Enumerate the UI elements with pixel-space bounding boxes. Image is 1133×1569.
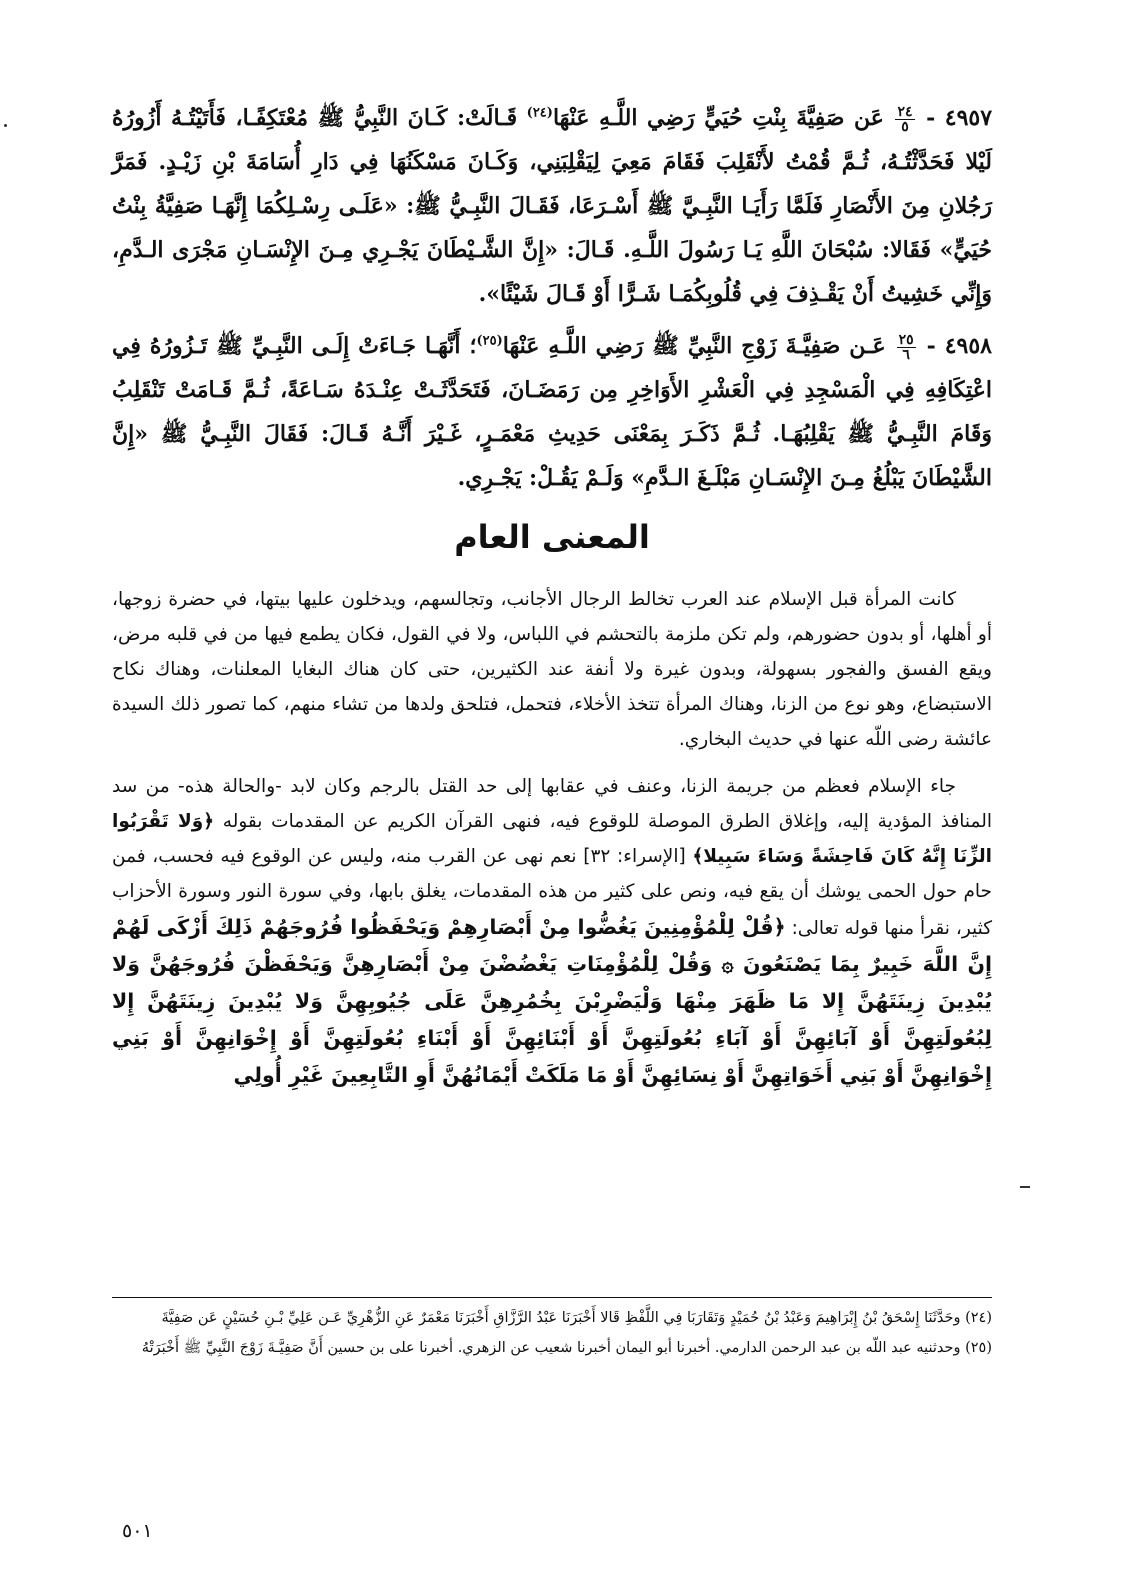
scan-mark xyxy=(4,124,7,127)
hadith-text-b: قَـالَتْ: كَـانَ النَّبِيُّ ﷺ مُعْتَكِفًـا، فَأَتَيْتُـهُ أَزُورُهُ لَيْلا فَحَدَّثْتُـهُ، ثُـمَّ قُمْتُ لأَنْقَلِبَ فَقَامَ مَعِيَ لِيَقْلِبَنِي، وَكَـانَ مَسْكَنُهَا فِي دَارِ أُسَامَةَ بْنِ زَيْـدٍ. فَمَرَّ رَجُلانِ مِنَ الأَنْصَارِ فَلَمَّا رَأَيَـا النَّبِـيَّ ﷺ أَسْـرَعَا، فَقَـالَ النَّبِـيُّ ﷺ: «عَلَـى رِسْـلِكُمَا إِنَّهَـا صَفِيَّةُ بِنْتُ حُيَيٍّ» فَقَالا: سُبْحَانَ اللَّهِ يَـا رَسُولَ اللَّـهِ. قَـالَ: «إِنَّ الشَّـيْطَانَ يَجْـرِي مِـنَ الإِنْسَـانِ مَجْرَى الـدَّمِ، وَإِنِّي خَشِيتُ أَنْ يَقْـذِفَ فِي قُلُوبِكُمَـا شَـرًّا أَوْ قَـالَ شَيْئًا». xyxy=(112,105,992,307)
hadith-text-a: عَـن صَفِيَّـةَ زَوْجِ النَّبِيِّ ﷺ رَضِي اللَّـهِ عَنْهَا xyxy=(502,333,886,359)
paragraph-2-text-b: [الإسراء: ٣٢] نعم نهى عن القرب منه، وليس عن الوقوع فيه فحسب، فمن حام حول الحمى يوشك أن يقع فيه، ونص على كثير من هذه المقدمات، يغلق بابها، وفي سورة النور وسورة الأحزاب كثير، نقرأ منها قوله تعالى: xyxy=(112,846,992,939)
footnote-24: (٢٤) وحَدَّثَنَا إِسْحَقُ بْنُ إِبْرَاهِيمَ وَعَبْدُ بْنُ حُمَيْدٍ وَتَقَارَبَا فِي اللَّفْظِ قَالا أَخْبَرَنَا عَبْدُ الرَّزَّاقِ أَخْبَرَنَا مَعْمَرٌ عَنِ الزُّهْرِيِّ عَـن عَلِيِّ بْـنِ حُسَيْنٍ عَن صَفِيَّةَ xyxy=(161,1310,992,1326)
quran-verse-nur: ﴿قُلْ لِلْمُؤْمِنِينَ يَغُضُّوا مِنْ أَبْصَارِهِمْ وَيَحْفَظُوا فُرُوجَهُمْ ذَلِكَ أَزْكَى لَهُمْ إِنَّ اللَّهَ خَبِيرٌ بِمَا يَصْنَعُونَ ۞ وَقُلْ لِلْمُؤْمِنَاتِ يَغْضُضْنَ مِنْ أَبْصَارِهِنَّ وَيَحْفَظْنَ فُرُوجَهُنَّ وَلا يُبْدِينَ زِينَتَهُنَّ إِلا مَا ظَهَرَ مِنْهَا وَلْيَضْرِبْنَ بِخُمُرِهِنَّ عَلَى جُيُوبِهِنَّ وَلا يُبْدِينَ زِينَتَهُنَّ إِلا لِبُعُولَتِهِنَّ أَوْ آبَائِهِنَّ أَوْ آبَاءِ بُعُولَتِهِنَّ أَوْ أَبْنَائِهِنَّ أَوْ أَبْنَاءِ بُعُولَتِهِنَّ أَوْ إِخْوَانِهِنَّ أَوْ بَنِي إِخْوَانِهِنَّ أَوْ بَنِي أَخَوَاتِهِنَّ أَوْ نِسَائِهِنَّ أَوْ مَا مَلَكَتْ أَيْمَانُهُنَّ أَوِ التَّابِعِينَ غَيْرِ أُولِي xyxy=(112,915,992,1087)
paragraph-2 xyxy=(112,769,992,1094)
hadith-text-a: عَن صَفِيَّةَ بِنْتِ حُيَيٍّ رَضِي اللَّـهِ عَنْهَا xyxy=(552,105,884,131)
hadith-text-b: ؛ أَنَّهَـا جَـاءَتْ إِلَـى النَّبِـيِّ ﷺ تَـزُورُهُ فِي اعْتِكَافِهِ فِي الْمَسْجِدِ فِي الْعَشْرِ الأَوَاخِرِ مِن رَمَضَـانَ، فَتَحَدَّثَـتْ عِنْـدَهُ سَـاعَةً، ثُـمَّ قَـامَتْ تَنْقَلِبُ وَقَامَ النَّبِـيُّ ﷺ يَقْلِبُهَـا. ثُـمَّ ذَكَـرَ بِمَعْنَى حَدِيثِ مَعْمَـرٍ، غَـيْرَ أَنَّـهُ قَـالَ: فَقَالَ النَّبِـيُّ ﷺ «إِنَّ الشَّيْطَانَ يَبْلُغُ مِـنَ الإِنْسَـانِ مَبْلَـغَ الـدَّمِ» وَلَـمْ يَقُـلْ: يَجْـرِي. xyxy=(112,333,992,491)
footnote-ref-24[interactable]: (٢٤) xyxy=(526,105,553,121)
hadith-fraction: $\frac{٢٤}{٥}$ xyxy=(897,103,913,135)
footnote-ref-25[interactable]: (٢٥) xyxy=(476,333,503,349)
footnote-25: (٢٥) وحدثنيه عبد اللّه بن عبد الرحمن الدارمي. أخبرنا أبو اليمان أخبرنا شعيب عن الزهري. أخبرنا على بن حسين أَنَّ صَفِيَّـةَ زَوْجَ النَّبِيِّ ﷺ أَخْبَرَتْهُ xyxy=(141,1340,992,1356)
quran-verse-isra: ﴿وَلا تَقْرَبُوا الزِّنَا إِنَّهُ كَانَ فَاحِشَةً وَسَاءَ سَبِيلا﴾ xyxy=(112,811,992,867)
paragraph-1: كانت المرأة قبل الإسلام عند العرب تخالط الرجال الأجانب، وتجالسهم، ويدخلون عليها بيتها، في حضرة زوجها، أو أهلها، أو بدون حضورهم، ولم تكن ملزمة بالتحشم في اللباس، ولا في القول، فكان يطمع فيها من في قلبه مرض، ويقع الفسق والفجور بسهولة، وبدون غيرة ولا أنفة عند الكثيرين، حتى كان هناك البغايا المعلنات، وهناك نكاح الاستبضاع، وهو نوع من الزنا، وهناك المرأة تتخذ الأخلاء، فتحمل، فتلحق ولدها من تشاء منهم، كما تصور ذلك السيدة عائشة رضى اللّه عنها في حديث البخاري. xyxy=(112,589,992,750)
footnotes xyxy=(112,1297,992,1366)
hadith-4957: ٤٩٥٧ - $\frac{٢٤}{٥}$ عَن صَفِيَّةَ بِنْتِ حُيَيٍّ رَضِي اللَّـهِ عَنْهَا$^{(٢٤)}$ قَـالَتْ: كَـانَ النَّبِيُّ ﷺ مُعْتَكِفًـا، فَأَتَيْتُـهُ أَزُورُهُ لَيْلا فَحَدَّثْتُـهُ، ثُـمَّ قُمْتُ لأَنْقَلِبَ فَقَامَ مَعِيَ لِيَقْلِبَنِي، وَكَـانَ مَسْكَنُهَا فِي دَارِ أُسَامَةَ بْنِ زَيْـدٍ. فَمَرَّ رَجُلانِ مِنَ الأَنْصَارِ فَلَمَّا رَأَيَـا النَّبِـيَّ ﷺ أَسْـرَعَا، فَقَـالَ النَّبِـيُّ ﷺ: «عَلَـى رِسْـلِكُمَا إِنَّهَـا صَفِيَّةُ بِنْتُ حُيَيٍّ» فَقَالا: سُبْحَانَ اللَّهِ يَـا رَسُولَ اللَّـهِ. قَـالَ: «إِنَّ الشَّـيْطَانَ يَجْـرِي مِـنَ الإِنْسَـانِ مَجْرَى الـدَّمِ، وَإِنِّي خَشِيتُ أَنْ يَقْـذِفَ فِي قُلُوبِكُمَـا شَـرًّا أَوْ قَـالَ شَيْئًا». xyxy=(112,103,993,307)
page-number: ٥٠١ xyxy=(122,1520,153,1542)
hadith-number: ٤٩٥٨ xyxy=(944,333,992,359)
hadith-4958: ٤٩٥٨ - $\frac{٢٥}{٦}$ عَـن صَفِيَّـةَ زَوْجِ النَّبِيِّ ﷺ رَضِي اللَّـهِ عَنْهَا$^{(٢٥)}$؛ أَنَّهَـا جَـاءَتْ إِلَـى النَّبِـيِّ ﷺ تَـزُورُهُ فِي اعْتِكَافِهِ فِي الْمَسْجِدِ فِي الْعَشْرِ الأَوَاخِرِ مِن رَمَضَـانَ، فَتَحَدَّثَـتْ عِنْـدَهُ سَـاعَةً، ثُـمَّ قَـامَتْ تَنْقَلِبُ وَقَامَ النَّبِـيُّ ﷺ يَقْلِبُهَـا. ثُـمَّ ذَكَـرَ بِمَعْنَى حَدِيثِ مَعْمَـرٍ، غَـيْرَ أَنَّـهُ قَـالَ: فَقَالَ النَّبِـيُّ ﷺ «إِنَّ الشَّيْطَانَ يَبْلُغُ مِـنَ الإِنْسَـانِ مَبْلَـغَ الـدَّمِ» وَلَـمْ يَقُـلْ: يَجْـرِي. xyxy=(112,331,992,491)
scan-mark xyxy=(1020,1186,1030,1188)
hadith-number: ٤٩٥٧ xyxy=(944,105,993,131)
paragraph-2-text-a: جاء الإسلام فعظم من جريمة الزنا، وعنف في عقابها إلى حد القتل بالرجم وكان لابد -والحالة هذه- من سد المنافذ المؤدية إليه، وإغلاق الطرق الموصلة للوقوع فيه، فنهى القرآن الكريم عن المقدمات بقوله xyxy=(112,776,992,832)
section-heading: المعنى العام xyxy=(454,518,650,556)
page-body xyxy=(112,96,992,1106)
hadith-fraction: $\frac{٢٥}{٦}$ xyxy=(898,331,914,363)
